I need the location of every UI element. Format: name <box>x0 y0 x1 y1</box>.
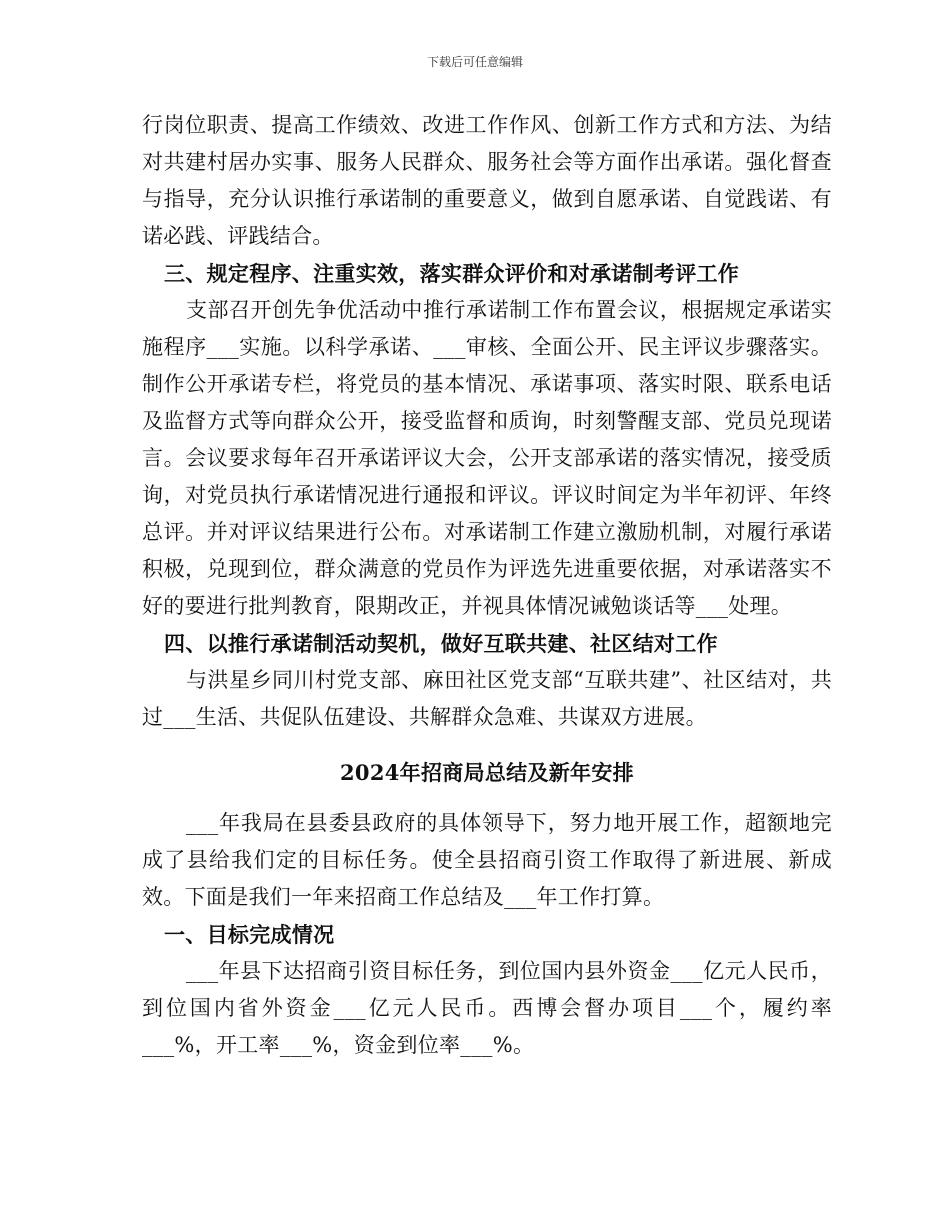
body-paragraph: 行岗位职责、提高工作绩效、改进工作作风、创新工作方式和方法、为结对共建村居办实事、服务人民群众、服务社会等方面作出承诺。强化督查与指导，充分认识推行承诺制的重要意义，做到自愿承诺、自觉践诺、有诺必践、评践结合。 <box>142 113 832 248</box>
page-header: 下载后可任意编辑 <box>426 55 523 69</box>
body-paragraph: 与洪星乡同川村党支部、麻田社区党支部“互联共建”、社区结对，共过___生活、共促队伍建设、共解群众急难、共谋双方进展。 <box>142 668 832 729</box>
body-paragraph: ___年县下达招商引资目标任务，到位国内县外资金___亿元人民币，到位国内省外资金___亿元人民币。西博会督办项目___个，履约率___%，开工率___%，资金到位率___%。 <box>142 959 832 1057</box>
body-paragraph: 支部召开创先争优活动中推行承诺制工作布置会议，根据规定承诺实施程序___实施。以科学承诺、___审核、全面公开、民主评议步骤落实。制作公开承诺专栏，将党员的基本情况、承诺事项、落实时限、联系电话及监督方式等向群众公开，接受监督和质询，时刻警醒支部、党员兑现诺言。会议要求每年召开承诺评议大会，公开支部承诺的落实情况，接受质询，对党员执行承诺情况进行通报和评议。评议时间定为半年初评、年终总评。并对评议结果进行公布。对承诺制工作建立激励机制，对履行承诺积极，兑现到位，群众满意的党员作为评选先进重要依据，对承诺落实不好的要进行批判教育，限期改正，并视具体情况诫勉谈话等___处理。 <box>142 298 832 618</box>
document-body <box>142 107 832 1064</box>
section-heading: 四、以推行承诺制活动契机，做好互联共建、社区结对工作 <box>164 631 718 656</box>
section-heading: 三、规定程序、注重实效，落实群众评价和对承诺制考评工作 <box>164 261 740 286</box>
body-paragraph: ___年我局在县委县政府的具体领导下，努力地开展工作，超额地完成了县给我们定的目标任务。使全县招商引资工作取得了新进展、新成效。下面是我们一年来招商工作总结及___年工作打算。 <box>142 811 832 909</box>
document-title: 2024年招商局总结及新年安排 <box>340 760 634 785</box>
section-heading: 一、目标完成情况 <box>164 922 335 947</box>
